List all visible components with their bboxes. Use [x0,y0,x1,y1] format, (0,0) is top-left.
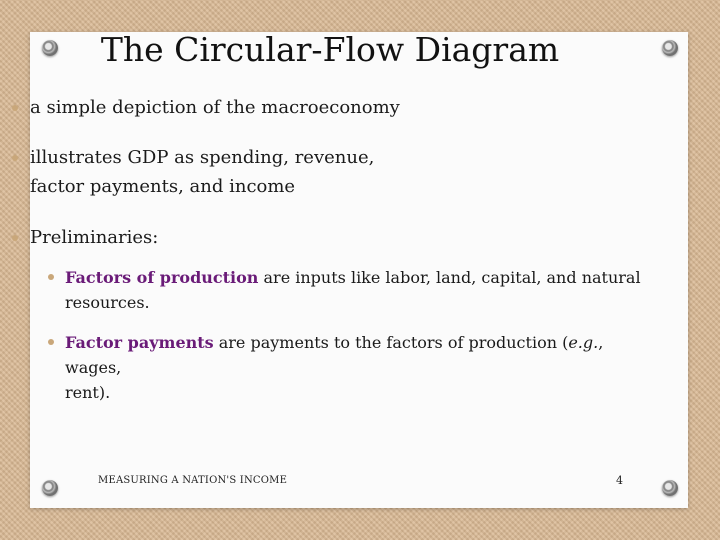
definition-text: , wages, [65,333,604,377]
bullet-text: illustrates GDP as spending, revenue, [30,147,375,168]
bullet-text: a simple depiction of the macroeconomy [30,97,400,118]
definition-italic: e.g. [568,333,599,352]
bullet-icon [48,274,54,280]
definition-text: are inputs like labor, land, capital, and natural [258,268,641,287]
definition-text: resources. [65,293,150,312]
bullet-text: factor payments, and income [30,176,296,197]
definition-text: rent). [65,383,111,402]
slide-title: The Circular-Flow Diagram [100,30,560,69]
bullet-icon [48,339,54,345]
bullet-icon [12,105,18,111]
slide-footer: MEASURING A NATION'S INCOME [98,475,288,486]
term-factor-payments: Factor payments [65,333,214,352]
term-factors-of-production: Factors of production [65,268,259,287]
bullet-icon [12,235,18,241]
bullet-icon [12,155,18,161]
sub-bullet-text [65,330,645,405]
page-number: 4 [616,474,623,487]
bullet-text: Preliminaries: [30,227,159,248]
sub-bullet-text [65,265,645,315]
definition-text: are payments to the factors of production ( [213,333,569,352]
